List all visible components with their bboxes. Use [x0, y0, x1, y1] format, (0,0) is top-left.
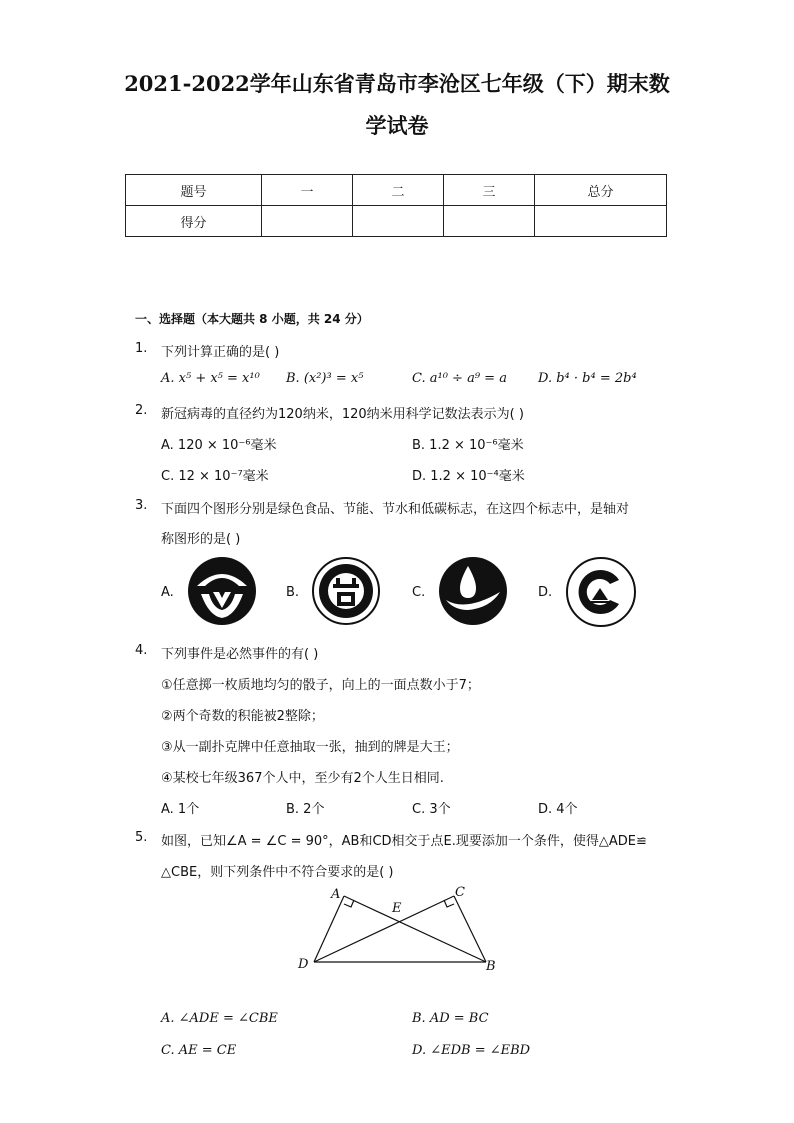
option-b: B. AD = BC [412, 1011, 489, 1026]
water-saving-logo [438, 556, 508, 626]
score-table-score-row [126, 206, 667, 237]
energy-saving-logo [311, 556, 381, 626]
option-d: D. [538, 585, 553, 600]
score-entry-cell[interactable] [353, 206, 444, 237]
statement-2: ②两个奇数的积能被2整除； [161, 709, 324, 724]
option-a: A. [161, 585, 174, 600]
geometry-figure [294, 882, 504, 974]
low-carbon-logo [564, 556, 638, 628]
score-table [125, 174, 667, 237]
question-number: 2. [135, 403, 148, 418]
point-label-c: C [455, 885, 465, 900]
option-d: D. b⁴ · b⁴ = 2b⁴ [538, 371, 637, 386]
question-stem: 下列计算正确的是( ) [161, 345, 280, 360]
page-title-line-1: 2021-2022学年山东省青岛市李沧区七年级（下）期末数 [124, 71, 670, 96]
question-stem: 如图，已知∠A = ∠C = 90°，AB和CD相交于点E.现要添加一个条件，使得△ADE≌ [161, 834, 647, 849]
statement-3: ③从一副扑克牌中任意抽取一张，抽到的牌是大王； [161, 740, 459, 755]
statement-4: ④某校七年级367个人中，至少有2个人生日相同. [161, 771, 444, 786]
option-d: D. 1.2 × 10⁻⁴毫米 [412, 469, 525, 484]
option-c: C. 3个 [412, 802, 451, 817]
score-table-cell: 三 [444, 175, 535, 206]
option-a: A. x⁵ + x⁵ = x¹⁰ [161, 371, 260, 386]
point-label-e: E [392, 901, 402, 916]
point-label-d: D [298, 957, 309, 972]
question-stem-continued: △CBE，则下列条件中不符合要求的是( ) [161, 865, 394, 880]
score-entry-cell[interactable] [262, 206, 353, 237]
option-b: B. 2个 [286, 802, 325, 817]
statement-1: ①任意掷一枚质地均匀的骰子，向上的一面点数小于7； [161, 678, 480, 693]
option-a: A. 1个 [161, 802, 200, 817]
option-d: D. ∠EDB = ∠EBD [412, 1043, 531, 1058]
option-a: A. ∠ADE = ∠CBE [161, 1011, 278, 1026]
question-number: 3. [135, 498, 148, 513]
point-label-b: B [486, 959, 496, 974]
option-b: B. 1.2 × 10⁻⁶毫米 [412, 438, 524, 453]
score-table-cell: 一 [262, 175, 353, 206]
question-stem: 新冠病毒的直径约为120纳米，120纳米用科学记数法表示为( ) [161, 407, 524, 422]
question-stem-continued: 称图形的是( ) [161, 532, 241, 547]
score-table-cell: 总分 [535, 175, 667, 206]
score-table-cell: 题号 [126, 175, 262, 206]
score-entry-cell[interactable] [444, 206, 535, 237]
option-b: B. (x²)³ = x⁵ [286, 371, 364, 386]
score-table-cell: 二 [353, 175, 444, 206]
page-title-line-2: 学试卷 [365, 113, 429, 138]
option-c: C. [412, 585, 426, 600]
option-c: C. 12 × 10⁻⁷毫米 [161, 469, 269, 484]
section-heading: 一、选择题（本大题共 8 小题，共 24 分） [135, 312, 369, 326]
score-table-header-row [126, 175, 667, 206]
question-number: 4. [135, 643, 148, 658]
question-stem: 下面四个图形分别是绿色食品、节能、节水和低碳标志，在这四个标志中，是轴对 [161, 502, 630, 517]
score-entry-cell[interactable] [535, 206, 667, 237]
score-table-cell: 得分 [126, 206, 262, 237]
option-c: C. AE = CE [161, 1043, 237, 1058]
green-food-logo [187, 556, 257, 626]
option-b: B. [286, 585, 300, 600]
option-d: D. 4个 [538, 802, 578, 817]
option-a: A. 120 × 10⁻⁶毫米 [161, 438, 277, 453]
point-label-a: A [331, 887, 341, 902]
question-number: 1. [135, 341, 148, 356]
question-stem: 下列事件是必然事件的有( ) [161, 647, 319, 662]
question-number: 5. [135, 830, 148, 845]
option-c: C. a¹⁰ ÷ a⁹ = a [412, 371, 507, 386]
